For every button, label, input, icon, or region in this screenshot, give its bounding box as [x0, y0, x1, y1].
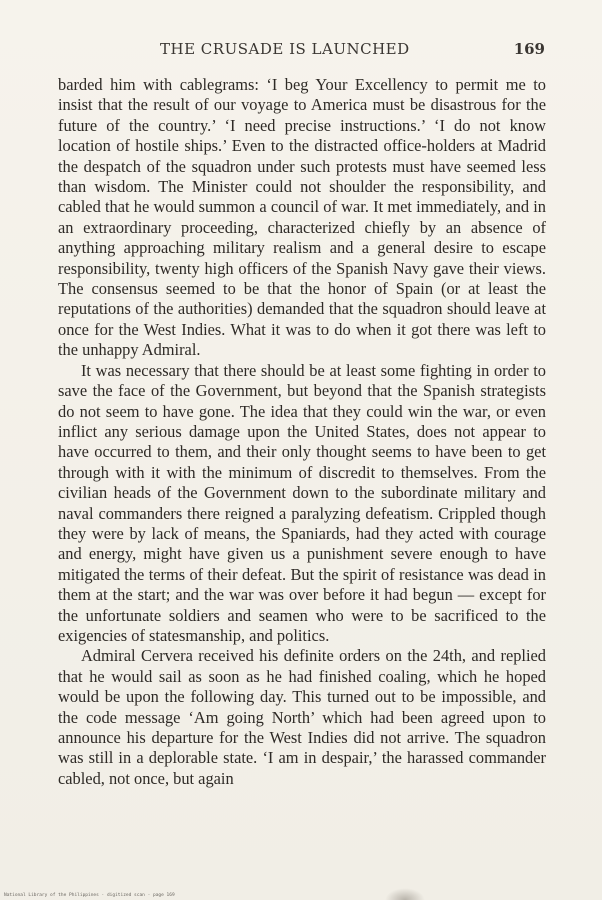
paragraph-3: Admiral Cervera received his definite orders on the 24th, and replied that he would sail as soon as he had finished coaling, which he hoped would be upon the following day. This turned out to be impossible, and the code message ‘Am going North’ which had been agreed upon to announce his departure for the West Indies did not arrive. The squadron was still in a deplorable state. ‘I am in despair,’ the harassed commander cabled, not once, but again: [58, 646, 546, 788]
page-number: 169: [513, 40, 545, 58]
paragraph-2: It was necessary that there should be at least some fighting in order to save the face of the Government, but beyond that the Spanish strategists do not seem to have gone. The idea that they could win the war, or even inflict any serious damage upon the United States, does not appear to have occurred to them, and their only thought seems to have been to get through with it with the minimum of discredit to themselves. From the civilian heads of the Government down to the subordinate military and naval commanders there reigned a paralyzing defeatism. Crippled though they were by lack of means, the Spaniards, had they acted with courage and energy, might have given us a punishment severe enough to have mitigated the terms of their defeat. But the spirit of resistance was dead in them at the start; and the war was over before it had begun — except for the unfortunate soldiers and seamen who were to be sacrificed to the exigencies of statesmanship, and politics.: [58, 360, 546, 645]
scan-footer-note: National Library of the Philippines · digitized scan · page 169: [4, 893, 175, 898]
scan-edge-mark: [385, 888, 425, 900]
running-head: THE CRUSADE IS LAUNCHED: [160, 40, 410, 58]
body-text: [58, 75, 546, 789]
page-header: [60, 40, 545, 64]
paragraph-1: barded him with cablegrams: ‘I beg Your Excellency to permit me to insist that the result of our voyage to America must be disastrous for the future of the country.’ ‘I need precise instructions.’ ‘I do not know location of hostile ships.’ Even to the distracted office-holders at Madrid the despatch of the squadron under such protests must have seemed less than wisdom. The Minister could not shoulder the responsibility, and cabled that he would summon a council of war. It met immediately, and in an extraordinary proceeding, characterized chiefly by an absence of anything approaching military realism and a general desire to escape responsibility, twenty high officers of the Spanish Navy gave their views. The consensus seemed to be that the honor of Spain (or at least the reputations of the authorities) demanded that the squadron should leave at once for the West Indies. What it was to do when it got there was left to the unhappy Admiral.: [58, 75, 546, 360]
